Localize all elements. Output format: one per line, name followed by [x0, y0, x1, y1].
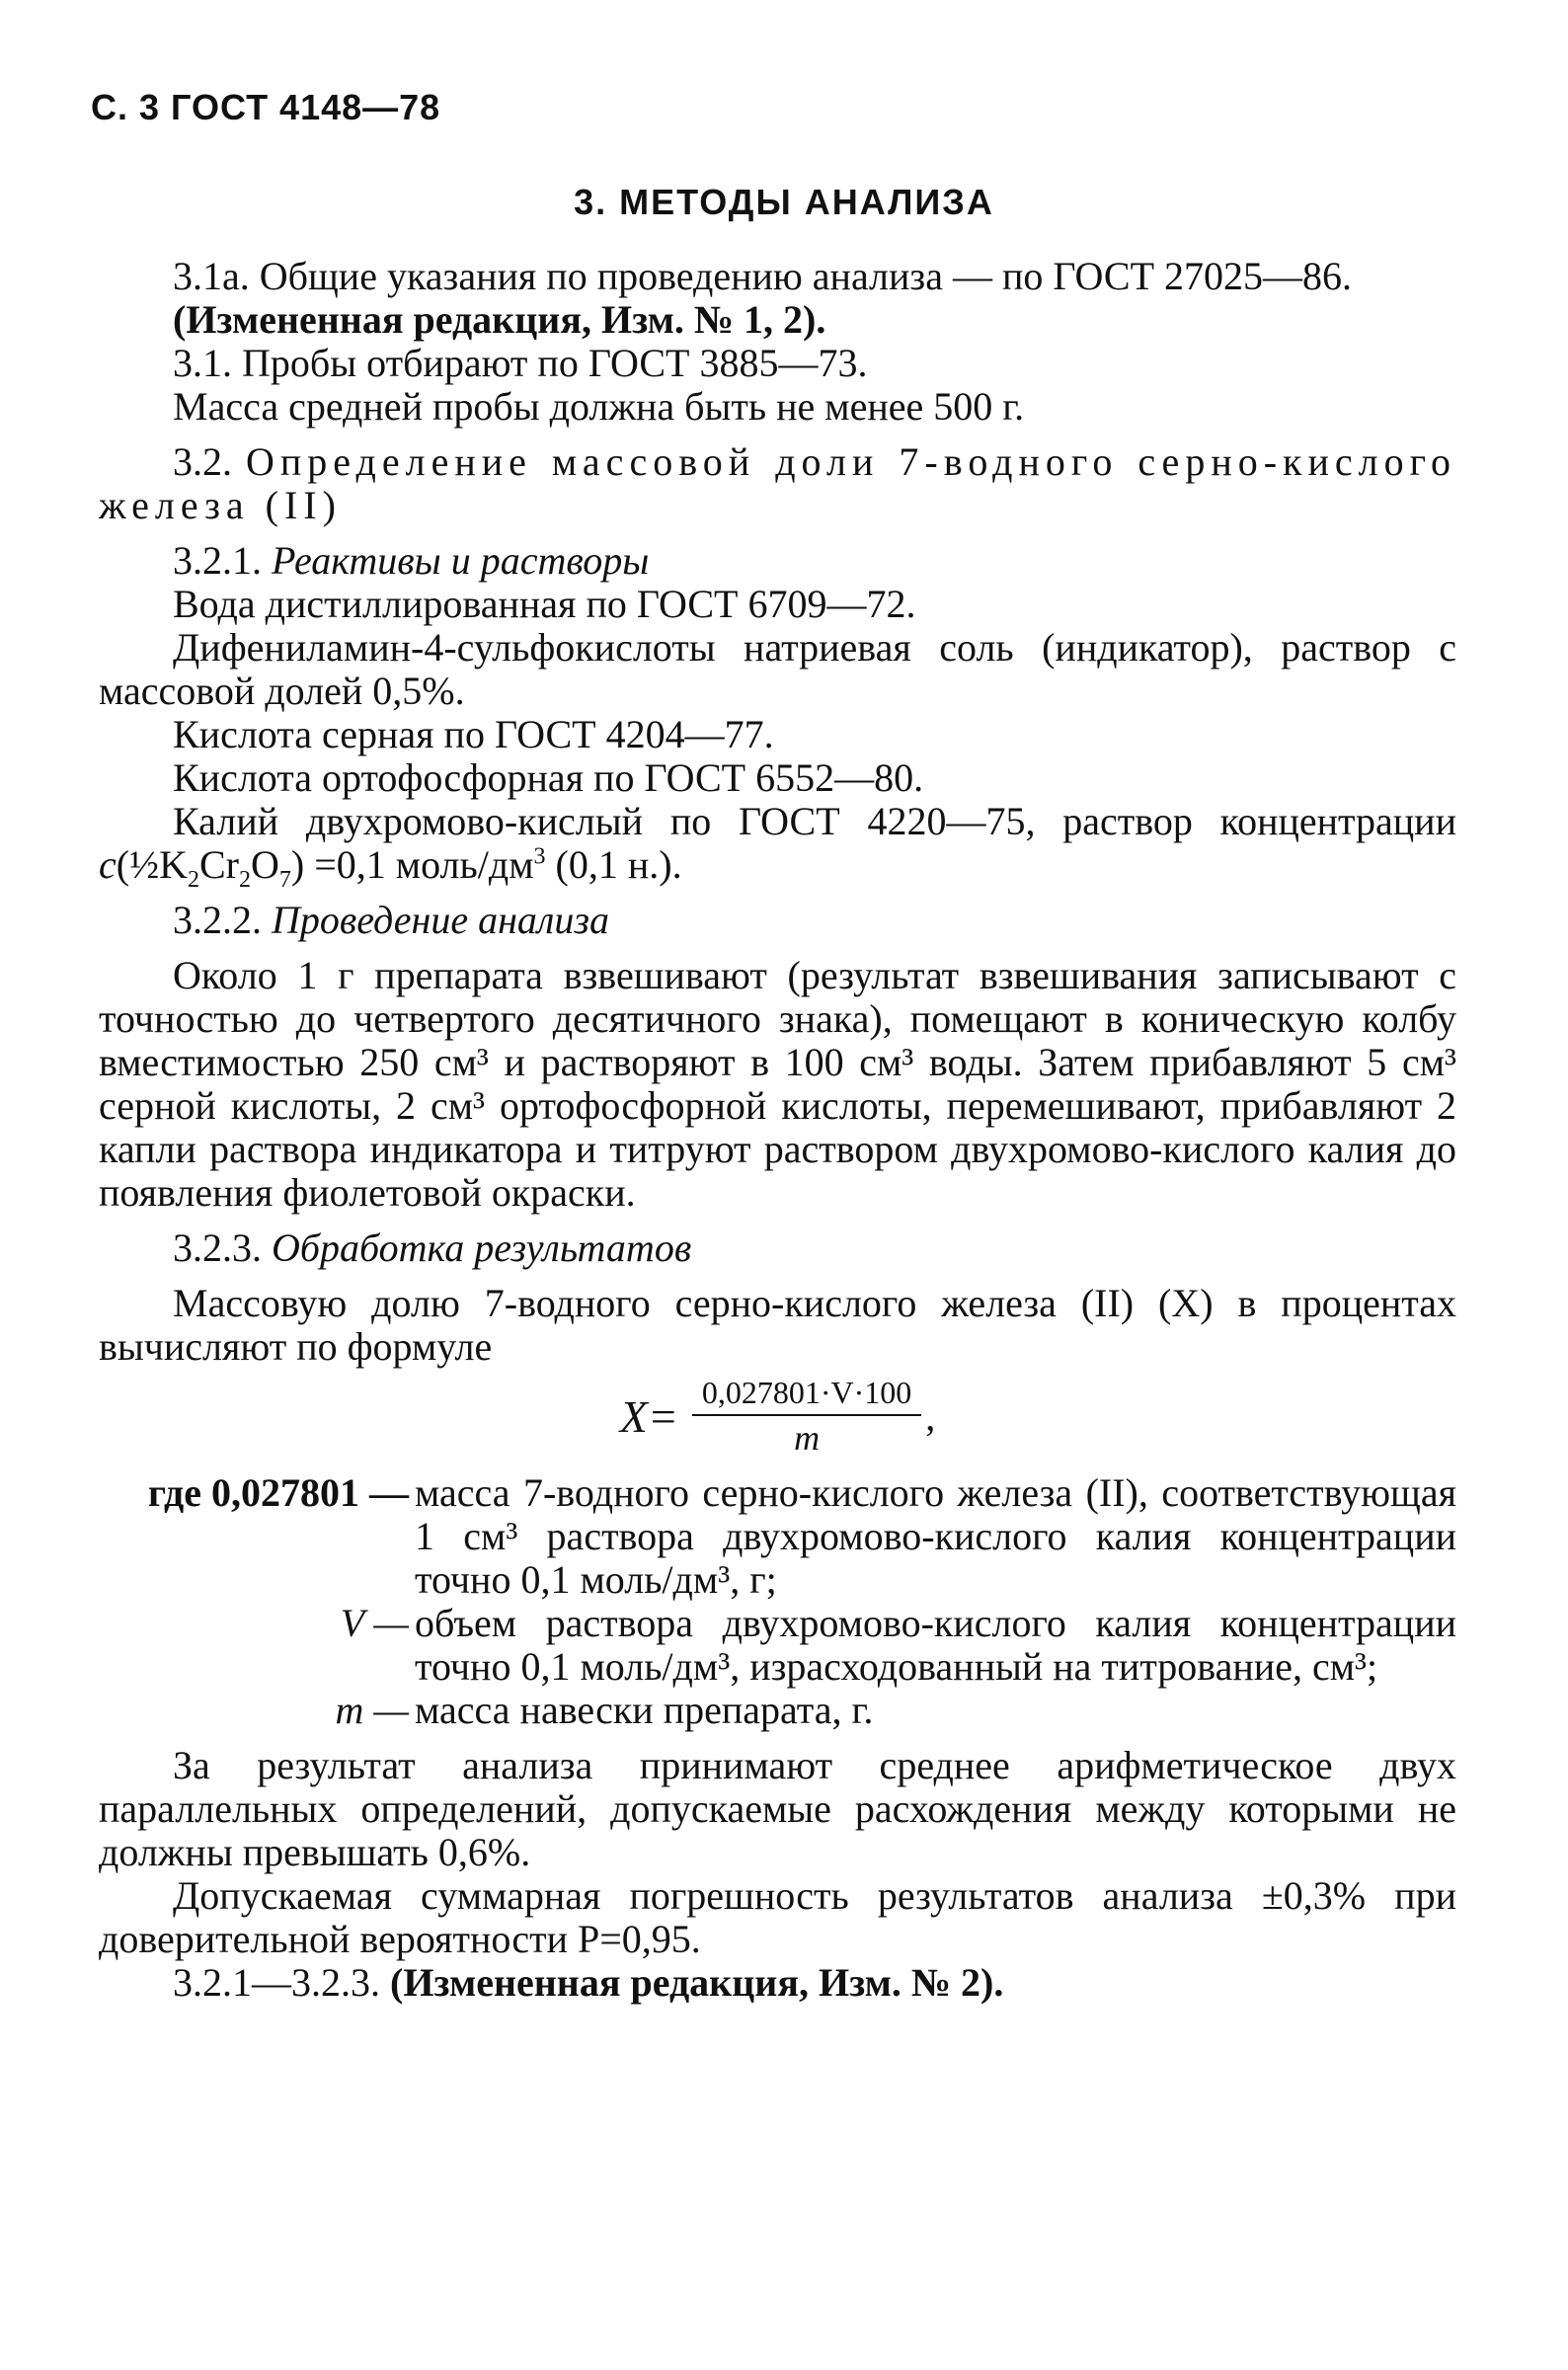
formula-fraction	[692, 1375, 921, 1460]
legend-description: объем раствора двухромово-кислого калия концентрации точно 0,1 моль/дм³, израсходованный на титрование, см³;	[415, 1601, 1456, 1689]
document-body	[99, 255, 1456, 2005]
paragraph-3-1: 3.1. Пробы отбирают по ГОСТ 3885—73.	[173, 341, 868, 385]
reagent-dichromate-text: Калий двухромово-кислый по ГОСТ 4220—75, раствор концентрации	[173, 799, 1456, 843]
reagent-water: Вода дистиллированная по ГОСТ 6709—72.	[173, 582, 916, 626]
formula-subscript: 2	[238, 867, 251, 893]
legend-description: масса навески препарата, г.	[415, 1688, 874, 1732]
amendment-note-2	[99, 1961, 1456, 2005]
legend-description: масса 7-водного серно-кислого железа (II), соответствующая 1 см³ раствора двухромово-кислого калия концентрации точно 0,1 моль/дм³, г;	[415, 1470, 1456, 1602]
formula-numerator: 0,027801·V·100	[692, 1375, 921, 1416]
result-averaging-text: За результат анализа принимают среднее арифметическое двух параллельных определений, допускаемые расхождения между которыми не должны превышать 0,6%.	[99, 1743, 1456, 1874]
concentration-symbol: c	[99, 842, 117, 887]
result-error-text: Допускаемая суммарная погрешность результатов анализа ±0,3% при доверительной вероятности P=0,95.	[99, 1873, 1456, 1961]
formula-subscript: 2	[187, 867, 199, 893]
paragraph-3-1a: 3.1а. Общие указания по проведению анализа — по ГОСТ 27025—86.	[173, 254, 1353, 298]
clause-number-3-2-3: 3.2.3.	[173, 1225, 262, 1270]
legend-term: V —	[340, 1601, 409, 1645]
clause-title-analysis: Проведение анализа	[272, 898, 609, 942]
subheading-3-2-3	[99, 1226, 1456, 1270]
mass-fraction-formula	[99, 1375, 1456, 1460]
formula-potassium: K	[159, 842, 188, 887]
paragraph-3-2	[99, 440, 1456, 527]
clause-heading-3-2: Определение массовой доли 7-водного серно-кислого железа (II)	[99, 439, 1457, 527]
amendment-clauses: 3.2.1—3.2.3.	[173, 1960, 380, 2005]
formula-chromium: Cr	[198, 842, 239, 887]
formula-comma: ,	[925, 1394, 936, 1439]
subheading-3-2-1	[99, 539, 1456, 583]
amendment-note-1-2: (Измененная редакция, Изм. № 1, 2).	[173, 297, 826, 342]
formula-half: ½	[129, 842, 160, 887]
sample-mass-text: Масса средней пробы должна быть не менее 500 г.	[173, 384, 1025, 429]
calculation-intro: Массовую долю 7-водного серно-кислого железа (II) (X) в процентах вычисляют по формуле	[99, 1281, 1456, 1369]
reagent-potassium-dichromate	[99, 799, 1456, 893]
legend-term: где 0,027801 —	[147, 1470, 409, 1515]
concentration-normality: (0,1 н.).	[545, 842, 682, 887]
clause-title-results: Обработка результатов	[272, 1225, 692, 1270]
clause-number-3-2-2: 3.2.2.	[173, 898, 262, 942]
clause-number-3-2-1: 3.2.1.	[173, 538, 262, 583]
concentration-value: ) =0,1 моль/дм	[290, 842, 534, 887]
formula-denominator: m	[794, 1418, 821, 1458]
analysis-procedure: Около 1 г препарата взвешивают (результат взвешивания записывают с точностью до четвертого десятичного знака), помещают в коническую колбу вместимостью 250 см³ и растворяют в 100 см³ воды. Затем прибавляют 5 см³ серной кислоты, 2 см³ ортофосфорной кислоты, перемешивают, прибавляют 2 капли раствора индикатора и титруют раствором двухромово-кислого калия до появления фиолетовой окраски.	[99, 953, 1456, 1215]
formula-subscript: 7	[278, 867, 291, 893]
formula-open-paren: (	[116, 842, 130, 887]
clause-title-reagents: Реактивы и растворы	[272, 538, 650, 583]
page-header: С. 3 ГОСТ 4148—78	[91, 87, 441, 127]
reagent-phosphoric-acid: Кислота ортофосфорная по ГОСТ 6552—80.	[173, 755, 924, 800]
formula-legend	[99, 1471, 1456, 1732]
formula-oxygen: O	[250, 842, 279, 887]
amendment-text: (Измененная редакция, Изм. № 2).	[390, 1960, 1004, 2005]
reagent-diphenylamine: Дифениламин-4-сульфокислоты натриевая соль (индикатор), раствор с массовой долей 0,5%.	[99, 625, 1456, 713]
legend-term: m —	[335, 1688, 409, 1732]
section-title: 3. МЕТОДЫ АНАЛИЗА	[574, 182, 994, 222]
subheading-3-2-2	[99, 899, 1456, 942]
formula-lhs: X=	[619, 1391, 678, 1442]
reagent-sulfuric-acid: Кислота серная по ГОСТ 4204—77.	[173, 712, 774, 756]
unit-superscript: 3	[533, 843, 546, 870]
clause-number-3-2: 3.2.	[173, 439, 232, 484]
